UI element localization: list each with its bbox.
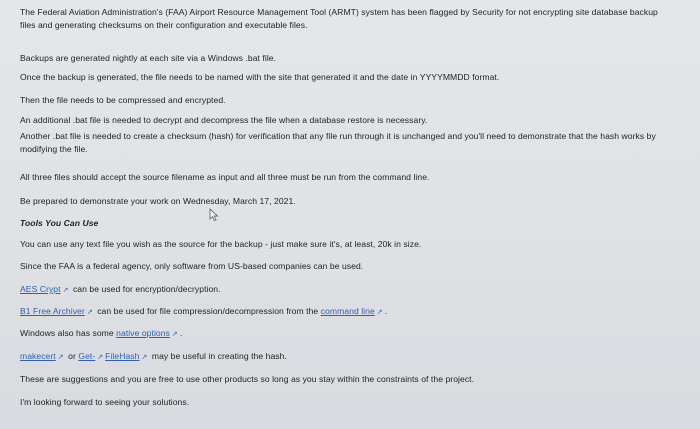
tools-heading: Tools You Can Use: [20, 218, 99, 228]
compress-paragraph: Then the file needs to be compressed and encrypted.: [20, 95, 226, 105]
makecert-link[interactable]: makecert: [20, 351, 56, 361]
b1-free-archiver-link[interactable]: B1 Free Archiver: [20, 306, 85, 316]
mouse-cursor-icon: [208, 208, 220, 222]
decrypt-paragraph: An additional .bat file is needed to decrypt and decompress the file when a database restore is necessary.: [20, 115, 428, 125]
or-text: or: [68, 351, 76, 361]
b1-description: can be used for file compression/decompression from the: [97, 306, 319, 316]
inputs-paragraph: All three files should accept the source filename as input and all three must be run from the command line.: [20, 172, 430, 182]
windows-paragraph: [20, 327, 682, 342]
b1-paragraph: [20, 305, 682, 320]
windows-period: .: [179, 328, 183, 338]
filehash-link[interactable]: FileHash: [105, 351, 140, 361]
external-link-icon: ↗: [62, 287, 69, 294]
get-link[interactable]: Get-: [78, 351, 96, 361]
closing-paragraph: I'm looking forward to seeing your solutions.: [20, 397, 190, 407]
us-software-paragraph: Since the FAA is a federal agency, only software from US-based companies can be used.: [20, 261, 364, 271]
aes-description: can be used for encryption/decryption.: [72, 284, 221, 294]
intro-paragraph: The Federal Aviation Administration's (FAA) Airport Resource Management Tool (ARMT) system has been flagged by Security for not encrypting site database backup files and generating checksums on their configuration and executable files.: [20, 7, 658, 30]
hash-tools-paragraph: [20, 350, 682, 365]
aes-paragraph: [20, 283, 682, 298]
windows-text: Windows also has some: [20, 328, 114, 338]
source-file-paragraph: You can use any text file you wish as the source for the backup - just make sure it's, at least, 20k in size.: [20, 239, 422, 249]
suggestions-paragraph: These are suggestions and you are free to use other products so long as you stay within the constraints of the project.: [20, 374, 475, 384]
backups-paragraph: Backups are generated nightly at each site via a Windows .bat file.: [20, 53, 277, 63]
hash-description: may be useful in creating the hash.: [151, 351, 287, 361]
external-link-icon: ↗: [86, 309, 93, 316]
b1-period: .: [384, 306, 388, 316]
external-link-icon: ↗: [57, 354, 64, 361]
checksum-paragraph: Another .bat file is needed to create a checksum (hash) for verification that any file run through it is unchanged and you'll need to demonstrate that the hash works by modifying the file.: [20, 131, 656, 154]
naming-paragraph: Once the backup is generated, the file needs to be named with the site that generated it and the date in YYYYMMDD format.: [20, 72, 500, 82]
external-link-icon: ↗: [171, 331, 178, 338]
native-options-link[interactable]: native options: [116, 328, 170, 338]
demo-date-paragraph: Be prepared to demonstrate your work on Wednesday, March 17, 2021.: [20, 196, 296, 206]
command-line-link[interactable]: command line: [320, 306, 375, 316]
aes-crypt-link[interactable]: AES Crypt: [20, 284, 61, 294]
external-link-icon: ↗: [376, 309, 383, 316]
external-link-icon: ↗: [141, 354, 148, 361]
external-link-icon: ↗: [97, 354, 104, 361]
